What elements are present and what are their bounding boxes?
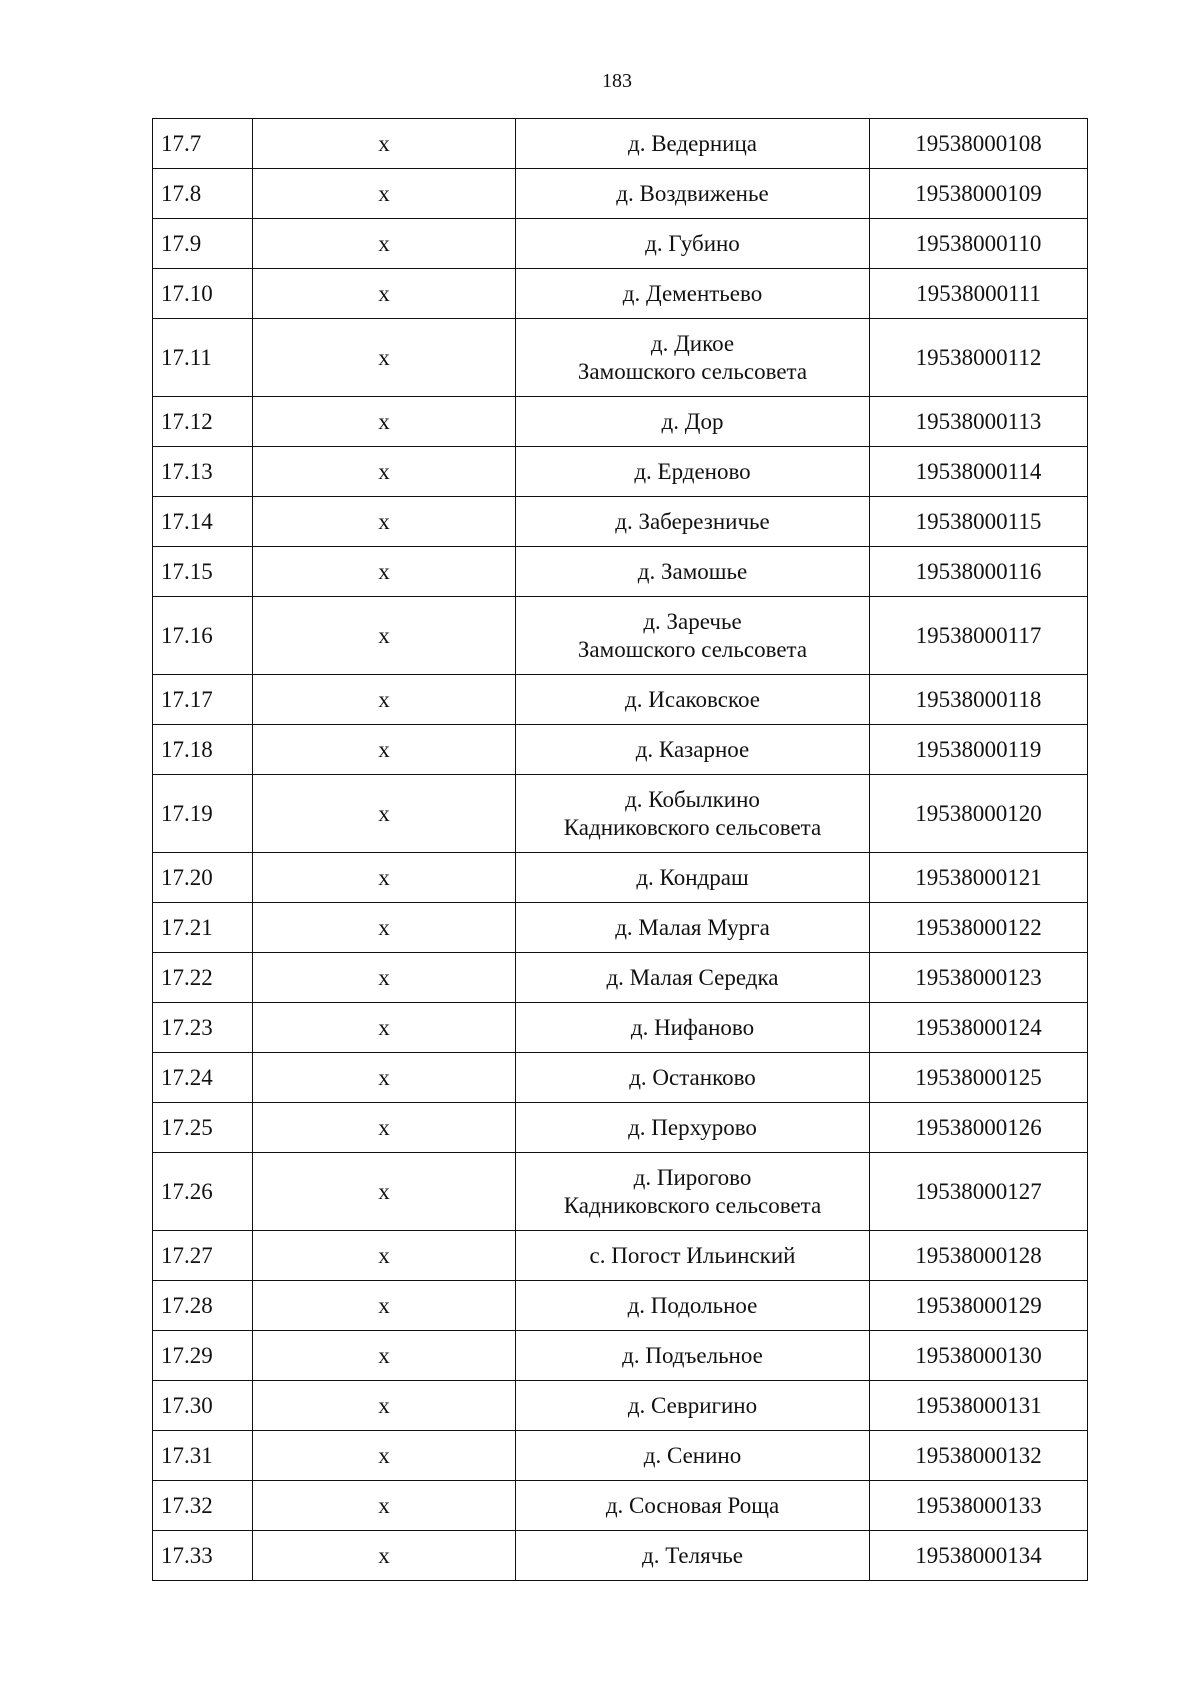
table-row: [153, 903, 1088, 953]
settlement-name: [516, 319, 870, 397]
settlement-name-line: д. Кобылкино: [625, 786, 760, 812]
settlement-name-line: д. Казарное: [635, 736, 750, 762]
page-number: 183: [602, 70, 632, 92]
settlement-name-line: д. Останково: [629, 1064, 756, 1090]
settlement-name-line: д. Малая Середка: [606, 964, 779, 990]
row-number: 17.22: [153, 953, 253, 1003]
row-number: 17.33: [153, 1531, 253, 1581]
settlement-code: 19538000118: [870, 675, 1088, 725]
row-mark: х: [253, 775, 516, 853]
settlement-code: 19538000117: [870, 597, 1088, 675]
row-mark: х: [253, 597, 516, 675]
settlement-name: [516, 1381, 870, 1431]
settlement-name-line: Замошского сельсовета: [577, 358, 808, 384]
settlement-name: [516, 725, 870, 775]
settlement-name: [516, 1053, 870, 1103]
settlement-name-line: Замошского сельсовета: [577, 636, 808, 662]
table-row: [153, 597, 1088, 675]
row-mark: х: [253, 397, 516, 447]
table-row: [153, 169, 1088, 219]
row-mark: х: [253, 319, 516, 397]
row-number: 17.18: [153, 725, 253, 775]
settlement-name: [516, 1531, 870, 1581]
table-row: [153, 1281, 1088, 1331]
settlement-name-line: д. Ерденово: [634, 458, 751, 484]
row-number: 17.7: [153, 119, 253, 169]
settlement-code: 19538000120: [870, 775, 1088, 853]
settlement-name-line: д. Подъельное: [622, 1342, 763, 1368]
settlement-name-line: д. Дор: [661, 408, 724, 434]
row-number: 17.26: [153, 1153, 253, 1231]
table-row: [153, 547, 1088, 597]
table-row: [153, 675, 1088, 725]
settlement-name: [516, 1331, 870, 1381]
row-mark: х: [253, 119, 516, 169]
settlement-code: 19538000134: [870, 1531, 1088, 1581]
settlement-name: [516, 853, 870, 903]
settlement-name-line: д. Дементьево: [622, 280, 763, 306]
table-row: [153, 319, 1088, 397]
row-number: 17.11: [153, 319, 253, 397]
settlement-name-line: Кадниковского сельсовета: [563, 1192, 822, 1218]
settlement-name: [516, 169, 870, 219]
row-number: 17.21: [153, 903, 253, 953]
settlement-name: [516, 1231, 870, 1281]
settlement-name-line: д. Кондраш: [636, 864, 749, 890]
settlement-code: 19538000130: [870, 1331, 1088, 1381]
settlement-name: [516, 497, 870, 547]
table-row: [153, 1231, 1088, 1281]
settlement-name-line: д. Губино: [645, 230, 740, 256]
row-mark: х: [253, 1531, 516, 1581]
table-row: [153, 775, 1088, 853]
table-row: [153, 1481, 1088, 1531]
settlement-code: 19538000127: [870, 1153, 1088, 1231]
settlement-name: [516, 269, 870, 319]
settlement-name-line: д. Сосновая Роща: [605, 1492, 780, 1518]
table-body: [153, 119, 1088, 1581]
row-number: 17.29: [153, 1331, 253, 1381]
settlement-name: [516, 547, 870, 597]
row-mark: х: [253, 219, 516, 269]
settlement-name: [516, 903, 870, 953]
table-row: [153, 1053, 1088, 1103]
settlement-code: 19538000114: [870, 447, 1088, 497]
settlement-name: [516, 597, 870, 675]
settlement-name: [516, 953, 870, 1003]
row-mark: х: [253, 675, 516, 725]
row-number: 17.20: [153, 853, 253, 903]
row-number: 17.16: [153, 597, 253, 675]
row-mark: х: [253, 1281, 516, 1331]
settlements-table: [152, 118, 1088, 1581]
row-number: 17.27: [153, 1231, 253, 1281]
table-row: [153, 219, 1088, 269]
row-mark: х: [253, 169, 516, 219]
row-mark: х: [253, 1053, 516, 1103]
settlement-name-line: д. Сенино: [643, 1442, 742, 1468]
settlement-name-line: д. Севригино: [627, 1392, 758, 1418]
row-mark: х: [253, 1003, 516, 1053]
table-row: [153, 497, 1088, 547]
row-number: 17.32: [153, 1481, 253, 1531]
row-number: 17.23: [153, 1003, 253, 1053]
settlement-code: 19538000123: [870, 953, 1088, 1003]
settlement-name-line: с. Погост Ильинский: [589, 1242, 796, 1268]
settlement-code: 19538000132: [870, 1431, 1088, 1481]
row-number: 17.30: [153, 1381, 253, 1431]
settlement-name-line: д. Телячье: [642, 1542, 743, 1568]
table-row: [153, 1103, 1088, 1153]
settlement-name-line: д. Заречье: [643, 608, 742, 634]
settlement-code: 19538000108: [870, 119, 1088, 169]
row-mark: х: [253, 547, 516, 597]
settlement-code: 19538000111: [870, 269, 1088, 319]
row-mark: х: [253, 1381, 516, 1431]
settlement-code: 19538000112: [870, 319, 1088, 397]
row-mark: х: [253, 1431, 516, 1481]
settlement-name-line: д. Воздвиженье: [616, 180, 769, 206]
settlement-code: 19538000125: [870, 1053, 1088, 1103]
row-mark: х: [253, 953, 516, 1003]
settlement-name: [516, 1003, 870, 1053]
table-row: [153, 725, 1088, 775]
row-mark: х: [253, 1153, 516, 1231]
settlement-name-line: д. Дикое: [650, 330, 735, 356]
settlement-name-line: д. Заберезничье: [615, 508, 770, 534]
table-row: [153, 853, 1088, 903]
row-number: 17.19: [153, 775, 253, 853]
settlement-name-line: Кадниковского сельсовета: [563, 814, 822, 840]
settlement-name-line: д. Исаковское: [625, 686, 760, 712]
table-row: [153, 1431, 1088, 1481]
row-number: 17.9: [153, 219, 253, 269]
settlement-name: [516, 775, 870, 853]
settlement-name-line: д. Перхурово: [628, 1114, 757, 1140]
settlement-code: 19538000119: [870, 725, 1088, 775]
row-number: 17.10: [153, 269, 253, 319]
table-row: [153, 119, 1088, 169]
row-number: 17.12: [153, 397, 253, 447]
table-row: [153, 1003, 1088, 1053]
row-mark: х: [253, 1231, 516, 1281]
settlement-name: [516, 1431, 870, 1481]
settlement-name: [516, 1481, 870, 1531]
settlement-code: 19538000122: [870, 903, 1088, 953]
row-mark: х: [253, 269, 516, 319]
row-mark: х: [253, 447, 516, 497]
table-row: [153, 1381, 1088, 1431]
settlement-name-line: д. Подольное: [627, 1292, 758, 1318]
settlement-code: 19538000124: [870, 1003, 1088, 1053]
settlement-code: 19538000128: [870, 1231, 1088, 1281]
row-number: 17.15: [153, 547, 253, 597]
row-mark: х: [253, 1331, 516, 1381]
settlement-code: 19538000115: [870, 497, 1088, 547]
settlement-name-line: д. Нифаново: [630, 1014, 755, 1040]
settlement-name: [516, 447, 870, 497]
row-mark: х: [253, 853, 516, 903]
settlement-name: [516, 219, 870, 269]
settlement-code: 19538000116: [870, 547, 1088, 597]
settlement-code: 19538000110: [870, 219, 1088, 269]
table-row: [153, 397, 1088, 447]
table-row: [153, 1531, 1088, 1581]
row-number: 17.8: [153, 169, 253, 219]
settlement-name: [516, 119, 870, 169]
settlement-code: 19538000129: [870, 1281, 1088, 1331]
settlement-name: [516, 675, 870, 725]
row-mark: х: [253, 1481, 516, 1531]
table-row: [153, 447, 1088, 497]
settlement-name-line: д. Малая Мурга: [615, 914, 770, 940]
settlement-name-line: д. Замошье: [637, 558, 748, 584]
settlement-code: 19538000131: [870, 1381, 1088, 1431]
settlement-name: [516, 1281, 870, 1331]
row-mark: х: [253, 497, 516, 547]
settlement-code: 19538000133: [870, 1481, 1088, 1531]
row-number: 17.28: [153, 1281, 253, 1331]
row-mark: х: [253, 903, 516, 953]
settlement-name-line: д. Ведерница: [628, 130, 757, 156]
settlement-code: 19538000109: [870, 169, 1088, 219]
settlement-code: 19538000113: [870, 397, 1088, 447]
table-row: [153, 1331, 1088, 1381]
row-number: 17.31: [153, 1431, 253, 1481]
row-mark: х: [253, 725, 516, 775]
settlement-name: [516, 1153, 870, 1231]
table-row: [153, 269, 1088, 319]
table-row: [153, 1153, 1088, 1231]
settlement-code: 19538000121: [870, 853, 1088, 903]
table-row: [153, 953, 1088, 1003]
row-number: 17.17: [153, 675, 253, 725]
row-mark: х: [253, 1103, 516, 1153]
row-number: 17.14: [153, 497, 253, 547]
settlement-name-line: д. Пирогово: [633, 1164, 752, 1190]
row-number: 17.24: [153, 1053, 253, 1103]
settlement-name: [516, 397, 870, 447]
settlement-code: 19538000126: [870, 1103, 1088, 1153]
settlement-name: [516, 1103, 870, 1153]
row-number: 17.13: [153, 447, 253, 497]
row-number: 17.25: [153, 1103, 253, 1153]
